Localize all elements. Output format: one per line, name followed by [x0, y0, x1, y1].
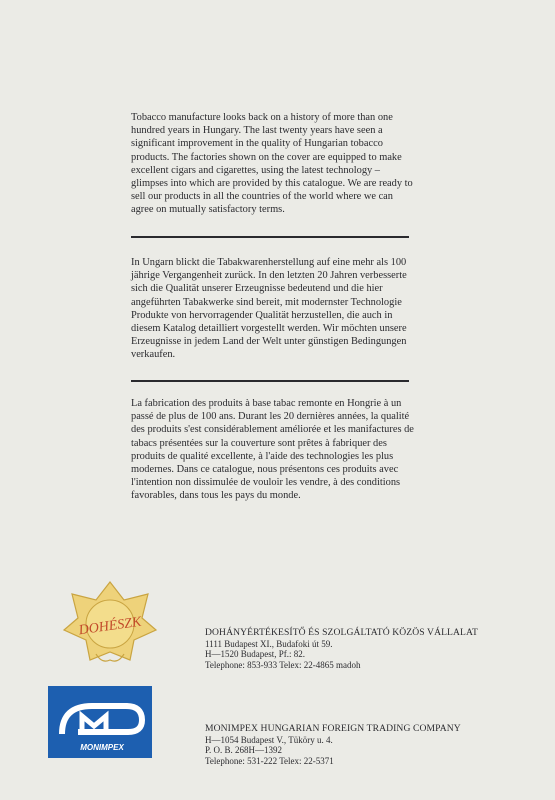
divider-1: [131, 236, 409, 238]
monimpex-company-name: MONIMPEX HUNGARIAN FOREIGN TRADING COMPANY: [205, 723, 461, 734]
intro-french: La fabrication des produits à base tabac remonte en Hongrie à un passé de plus de 100 ans. Durant les 20 dernières années, la qualité des produits s'est considérablement améliorée et les manifactures de tabacs présentées sur la couverture sont prêtes à fabriquer des produits de qualité excellente, à l'aide des technologies les plus modernes. Dans ce catalogue, nous présentons ces produits avec l'intention non dissimulée de vouloir les vendre, à des conditions favorables, dans tous les pays du monde.: [131, 398, 414, 502]
monimpex-phone: Telephone: 531-222 Telex: 22-5371: [205, 755, 334, 766]
dohany-phone: Telephone: 853-933 Telex: 22-4865 madoh: [205, 659, 361, 670]
monimpex-postal: P. O. B. 268H—1392: [205, 745, 283, 756]
dohany-logo: [60, 578, 160, 670]
dohany-company-name: DOHÁNYÉRTÉKESÍTŐ ÉS SZOLGÁLTATÓ KÖZÖS VÁLLALAT: [205, 627, 478, 638]
monimpex-street: H—1054 Budapest V., Tüköry u. 4.: [205, 734, 333, 745]
intro-german: In Ungarn blickt die Tabakwarenherstellung auf eine mehr als 100 jährige Vergangenheit zurück. In den letzten 20 Jahren verbesserte sich die Qualität unserer Erzeugnisse bedeutend und die hier angeführten Tabakwerke sind bereit, mit modernster Technologie Produkte von hervorragender Qualität herzustellen, die auch in diesem Katalog detailliert vorgestellt werden. Wir möchten unsere Erzeugnisse in jedem Land der Welt unter günstigen Bedingungen verkaufen.: [131, 257, 407, 361]
dohany-street: 1111 Budapest XI., Budafoki út 59.: [205, 638, 333, 649]
monimpex-address-block: [205, 724, 461, 766]
monimpex-logo: [48, 686, 152, 758]
dohany-logo-text: DOHÉSZK: [77, 614, 143, 639]
monimpex-logo-text: MONIMPEX: [80, 743, 124, 752]
intro-english: Tobacco manufacture looks back on a history of more than one hundred years in Hungary. The last twenty years have seen a significant improvement in the quality of Hungarian tobacco products. The factories shown on the cover are equipped to make excellent cigars and cigarettes, using the latest technology – glimpses into which are provided by this catalogue. We are ready to sell our products in all the countries of the world where we can agree on mutually satisfactory terms.: [131, 112, 413, 216]
divider-2: [131, 380, 409, 382]
dohany-postal: H—1520 Budapest, Pf.: 82.: [205, 649, 305, 660]
dohany-address-block: [205, 628, 478, 670]
